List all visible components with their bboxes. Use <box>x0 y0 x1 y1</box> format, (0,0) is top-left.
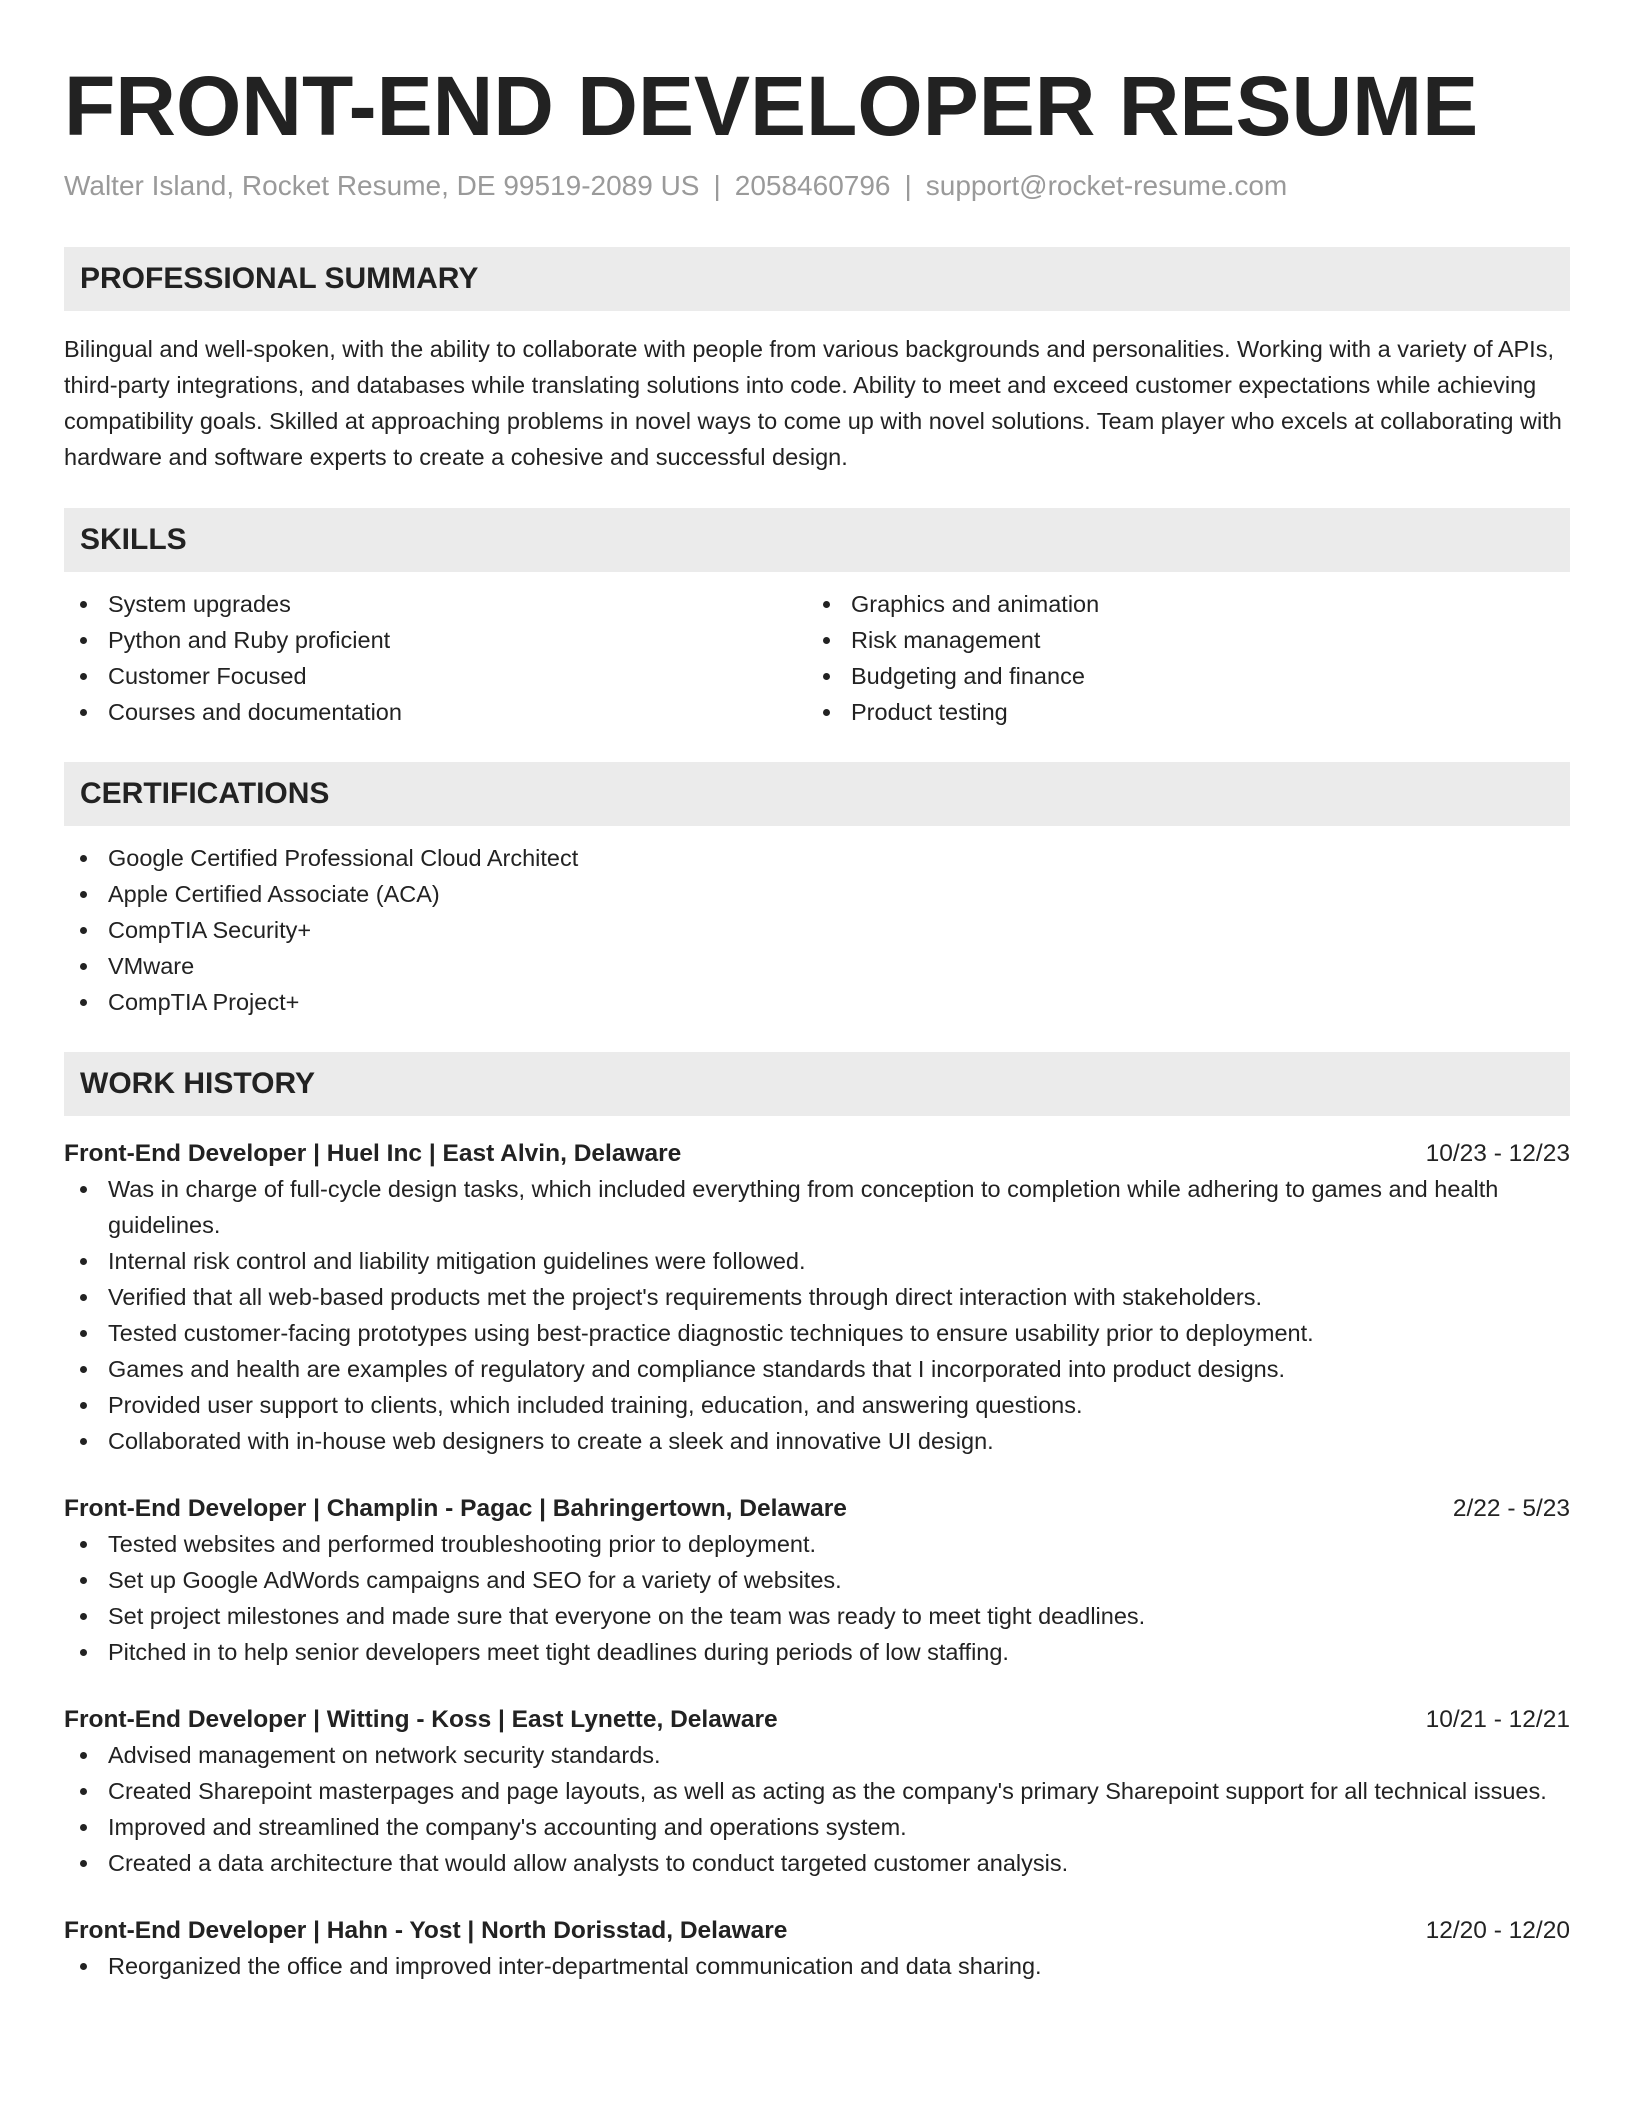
list-item: Set project milestones and made sure that everyone on the team was ready to meet tight deadlines. <box>64 1598 1570 1634</box>
job-bullets <box>64 1737 1570 1881</box>
list-item: Tested websites and performed troubleshooting prior to deployment. <box>64 1526 1570 1562</box>
job-header <box>64 1703 1570 1737</box>
list-item: Reorganized the office and improved inter-departmental communication and data sharing. <box>64 1948 1570 1984</box>
list-item: Provided user support to clients, which included training, education, and answering questions. <box>64 1387 1570 1423</box>
job-title: Front-End Developer | Champlin - Pagac | Bahringertown, Delaware <box>64 1495 847 1522</box>
list-item: Customer Focused <box>64 658 807 694</box>
certifications-heading: CERTIFICATIONS <box>64 762 1570 826</box>
list-item: Budgeting and finance <box>807 658 1550 694</box>
contact-line <box>64 168 1570 204</box>
job-title: Front-End Developer | Witting - Koss | East Lynette, Delaware <box>64 1706 778 1733</box>
job-bullets <box>64 1948 1570 1984</box>
job-entry <box>64 1137 1570 1459</box>
list-item: Advised management on network security standards. <box>64 1737 1570 1773</box>
list-item: CompTIA Security+ <box>64 912 1570 948</box>
job-header <box>64 1137 1570 1171</box>
page-title: FRONT-END DEVELOPER RESUME <box>64 59 1479 153</box>
job-bullets <box>64 1526 1570 1670</box>
contact-phone: 2058460796 <box>734 170 891 201</box>
list-item: Pitched in to help senior developers meet tight deadlines during periods of low staffing. <box>64 1634 1570 1670</box>
job-header <box>64 1914 1570 1948</box>
list-item: Graphics and animation <box>807 586 1550 622</box>
certifications-list <box>64 840 1570 1020</box>
list-item: Was in charge of full-cycle design tasks, which included everything from conception to completion while adhering to games and health guidelines. <box>64 1171 1570 1243</box>
list-item: Games and health are examples of regulatory and compliance standards that I incorporated into product designs. <box>64 1351 1570 1387</box>
skills-column-left <box>64 586 807 730</box>
skills-heading: SKILLS <box>64 508 1570 572</box>
list-item: Courses and documentation <box>64 694 807 730</box>
job-dates: 10/21 - 12/21 <box>1425 1706 1570 1733</box>
list-item: CompTIA Project+ <box>64 984 1570 1020</box>
list-item: Google Certified Professional Cloud Architect <box>64 840 1570 876</box>
job-entry <box>64 1703 1570 1881</box>
summary-heading: PROFESSIONAL SUMMARY <box>64 247 1570 311</box>
list-item: Apple Certified Associate (ACA) <box>64 876 1570 912</box>
job-header <box>64 1492 1570 1526</box>
list-item: Collaborated with in-house web designers to create a sleek and innovative UI design. <box>64 1423 1570 1459</box>
list-item: Created a data architecture that would allow analysts to conduct targeted customer analysis. <box>64 1845 1570 1881</box>
job-entry <box>64 1914 1570 1984</box>
list-item: Python and Ruby proficient <box>64 622 807 658</box>
contact-separator: | <box>713 170 721 201</box>
job-bullets <box>64 1171 1570 1459</box>
list-item: Improved and streamlined the company's accounting and operations system. <box>64 1809 1570 1845</box>
work-history-heading: WORK HISTORY <box>64 1052 1570 1116</box>
contact-separator: | <box>904 170 912 201</box>
resume-page <box>64 0 1570 1984</box>
summary-text: Bilingual and well-spoken, with the ability to collaborate with people from various backgrounds and personalities. Working with a variety of APIs, third-party integrations, and databases while translating solutions into code. Ability to meet and exceed customer expectations while achieving compatibility goals. Skilled at approaching problems in novel ways to come up with novel solutions. Team player who excels at collaborating with hardware and software experts to create a cohesive and successful design. <box>64 336 1562 470</box>
job-dates: 10/23 - 12/23 <box>1425 1140 1570 1167</box>
list-item: System upgrades <box>64 586 807 622</box>
job-title: Front-End Developer | Hahn - Yost | North Dorisstad, Delaware <box>64 1917 788 1944</box>
job-entry <box>64 1492 1570 1670</box>
list-item: Risk management <box>807 622 1550 658</box>
job-dates: 2/22 - 5/23 <box>1452 1495 1570 1522</box>
job-title: Front-End Developer | Huel Inc | East Alvin, Delaware <box>64 1140 682 1167</box>
list-item: Verified that all web-based products met the project's requirements through direct interaction with stakeholders. <box>64 1279 1570 1315</box>
skills-column-right <box>807 586 1550 730</box>
list-item: Created Sharepoint masterpages and page layouts, as well as acting as the company's primary Sharepoint support for all technical issues. <box>64 1773 1570 1809</box>
list-item: Internal risk control and liability mitigation guidelines were followed. <box>64 1243 1570 1279</box>
list-item: VMware <box>64 948 1570 984</box>
job-dates: 12/20 - 12/20 <box>1425 1917 1570 1944</box>
contact-email: support@rocket-resume.com <box>925 170 1288 201</box>
list-item: Product testing <box>807 694 1550 730</box>
skills-list <box>64 586 1570 730</box>
contact-address: Walter Island, Rocket Resume, DE 99519-2089 US <box>64 170 700 201</box>
list-item: Tested customer-facing prototypes using best-practice diagnostic techniques to ensure usability prior to deployment. <box>64 1315 1570 1351</box>
list-item: Set up Google AdWords campaigns and SEO for a variety of websites. <box>64 1562 1570 1598</box>
